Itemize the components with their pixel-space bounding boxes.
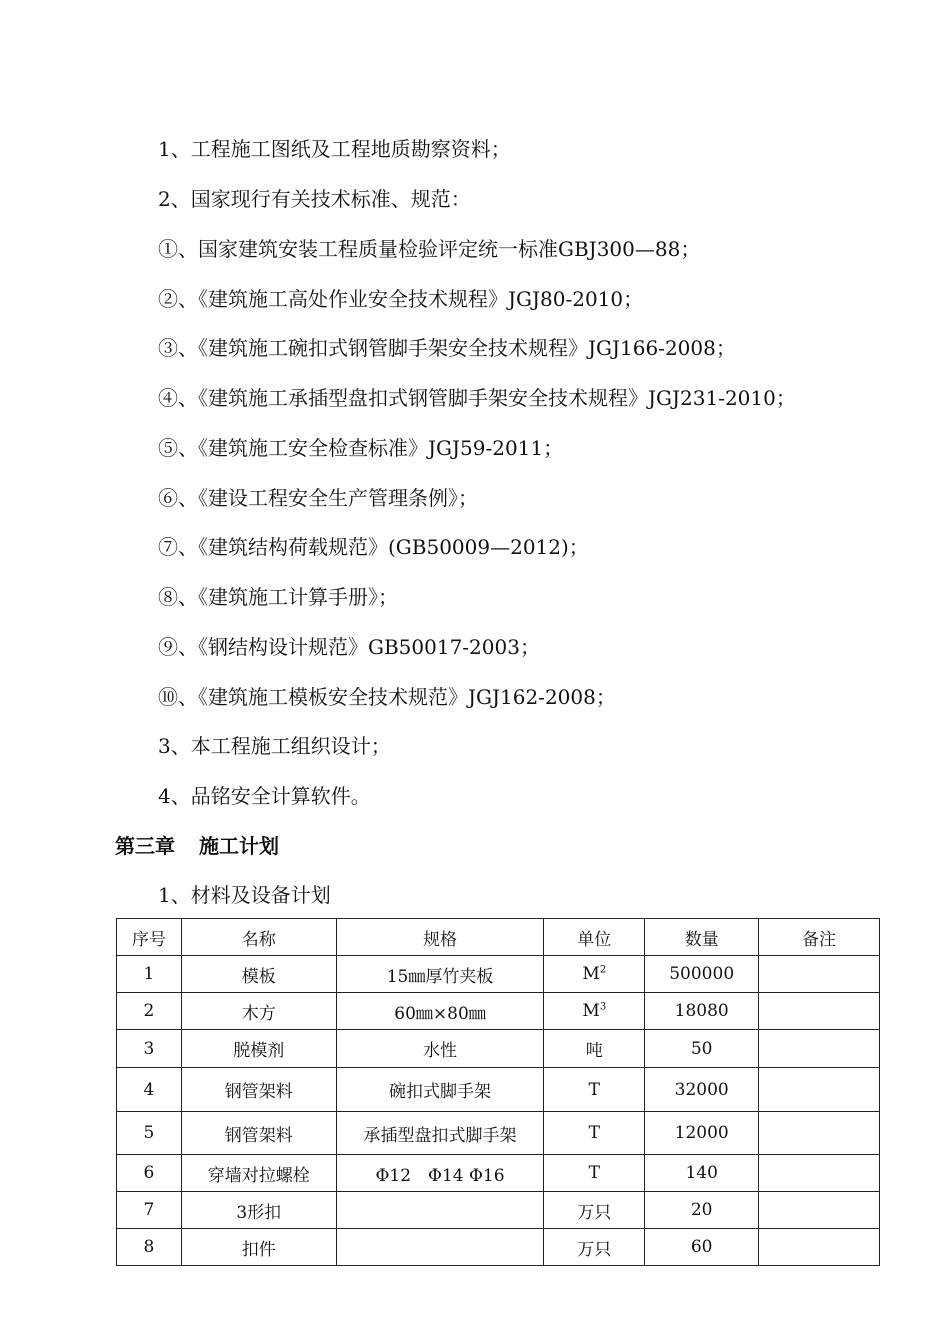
cell-no: 8	[117, 1229, 182, 1266]
basis-item: 3、本工程施工组织设计；	[158, 734, 391, 758]
cell-note	[759, 1068, 880, 1112]
table-row	[117, 1155, 880, 1192]
cell-qty: 140	[645, 1155, 759, 1192]
table-header-row	[117, 919, 880, 956]
cell-note	[759, 993, 880, 1030]
cell-name: 钢管架料	[181, 1068, 336, 1112]
basis-item: ⑦、《建筑结构荷载规范》(GB50009—2012)；	[158, 535, 589, 559]
unit-text: M	[582, 1001, 600, 1021]
cell-qty: 32000	[645, 1068, 759, 1112]
cell-spec: 水性	[336, 1030, 544, 1068]
cell-name: 扣件	[181, 1229, 336, 1266]
material-plan-table	[116, 918, 880, 1266]
cell-spec	[336, 1192, 544, 1229]
cell-qty: 500000	[645, 956, 759, 993]
table-row	[117, 1192, 880, 1229]
cell-no: 6	[117, 1155, 182, 1192]
cell-qty: 50	[645, 1030, 759, 1068]
header-cell: 数量	[645, 919, 759, 956]
cell-note	[759, 1192, 880, 1229]
table-row	[117, 956, 880, 993]
cell-qty: 12000	[645, 1112, 759, 1155]
cell-unit: 万只	[544, 1192, 645, 1229]
basis-item: ⑤、《建筑施工安全检查标准》JGJ59-2011；	[158, 436, 564, 460]
cell-no: 4	[117, 1068, 182, 1112]
cell-no: 1	[117, 956, 182, 993]
cell-qty: 18080	[645, 993, 759, 1030]
cell-unit: T	[544, 1155, 645, 1192]
cell-name: 模板	[181, 956, 336, 993]
cell-spec: Φ12 Φ14 Φ16	[336, 1155, 544, 1192]
cell-note	[759, 1112, 880, 1155]
cell-spec: 60㎜×80㎜	[336, 993, 544, 1030]
basis-item: 2、国家现行有关技术标准、规范：	[158, 187, 471, 211]
cell-name: 钢管架料	[181, 1112, 336, 1155]
unit-superscript: 3	[599, 1001, 607, 1013]
cell-no: 2	[117, 993, 182, 1030]
header-cell: 备注	[759, 919, 880, 956]
cell-unit: T	[544, 1068, 645, 1112]
table-row	[117, 1229, 880, 1266]
basis-item: 1、工程施工图纸及工程地质勘察资料；	[158, 137, 511, 161]
chapter-number: 第三章	[115, 834, 175, 858]
cell-no: 7	[117, 1192, 182, 1229]
table-row	[117, 1112, 880, 1155]
cell-name: 穿墙对拉螺栓	[181, 1155, 336, 1192]
cell-no: 3	[117, 1030, 182, 1068]
basis-item: ⑥、《建设工程安全生产管理条例》；	[158, 486, 478, 510]
basis-item: ⑨、《钢结构设计规范》GB50017-2003；	[158, 635, 540, 659]
cell-note	[759, 1229, 880, 1266]
basis-item: ⑩、《建筑施工模板安全技术规范》JGJ162-2008；	[158, 685, 616, 709]
cell-qty: 60	[645, 1229, 759, 1266]
cell-unit	[544, 993, 645, 1030]
cell-note	[759, 1030, 880, 1068]
header-cell: 名称	[181, 919, 336, 956]
chapter-heading	[115, 833, 279, 859]
unit-text: M	[582, 964, 600, 984]
header-cell: 序号	[117, 919, 182, 956]
cell-note	[759, 1155, 880, 1192]
basis-item: ⑧、《建筑施工计算手册》；	[158, 585, 398, 609]
table-row	[117, 1030, 880, 1068]
chapter-title: 施工计划	[199, 834, 279, 858]
header-cell: 规格	[336, 919, 544, 956]
basis-item: ③、《建筑施工碗扣式钢管脚手架安全技术规程》JGJ166-2008；	[158, 336, 736, 360]
cell-unit	[544, 956, 645, 993]
cell-spec: 碗扣式脚手架	[336, 1068, 544, 1112]
section-heading: 1、材料及设备计划	[158, 883, 331, 907]
table-row	[117, 993, 880, 1030]
unit-superscript: 2	[599, 964, 607, 976]
cell-note	[759, 956, 880, 993]
cell-spec	[336, 1229, 544, 1266]
cell-spec: 承插型盘扣式脚手架	[336, 1112, 544, 1155]
cell-unit: 吨	[544, 1030, 645, 1068]
cell-name: 木方	[181, 993, 336, 1030]
basis-item: ②、《建筑施工高处作业安全技术规程》JGJ80-2010；	[158, 287, 644, 311]
cell-spec: 15㎜厚竹夹板	[336, 956, 544, 993]
cell-qty: 20	[645, 1192, 759, 1229]
header-cell: 单位	[544, 919, 645, 956]
table-row	[117, 1068, 880, 1112]
cell-no: 5	[117, 1112, 182, 1155]
cell-unit: 万只	[544, 1229, 645, 1266]
cell-name: 3形扣	[181, 1192, 336, 1229]
cell-name: 脱模剂	[181, 1030, 336, 1068]
basis-item: 4、品铭安全计算软件。	[158, 784, 371, 808]
cell-unit: T	[544, 1112, 645, 1155]
basis-item: ④、《建筑施工承插型盘扣式钢管脚手架安全技术规程》JGJ231-2010；	[158, 386, 796, 410]
basis-item: ①、国家建筑安装工程质量检验评定统一标准GBJ300—88；	[158, 237, 701, 261]
